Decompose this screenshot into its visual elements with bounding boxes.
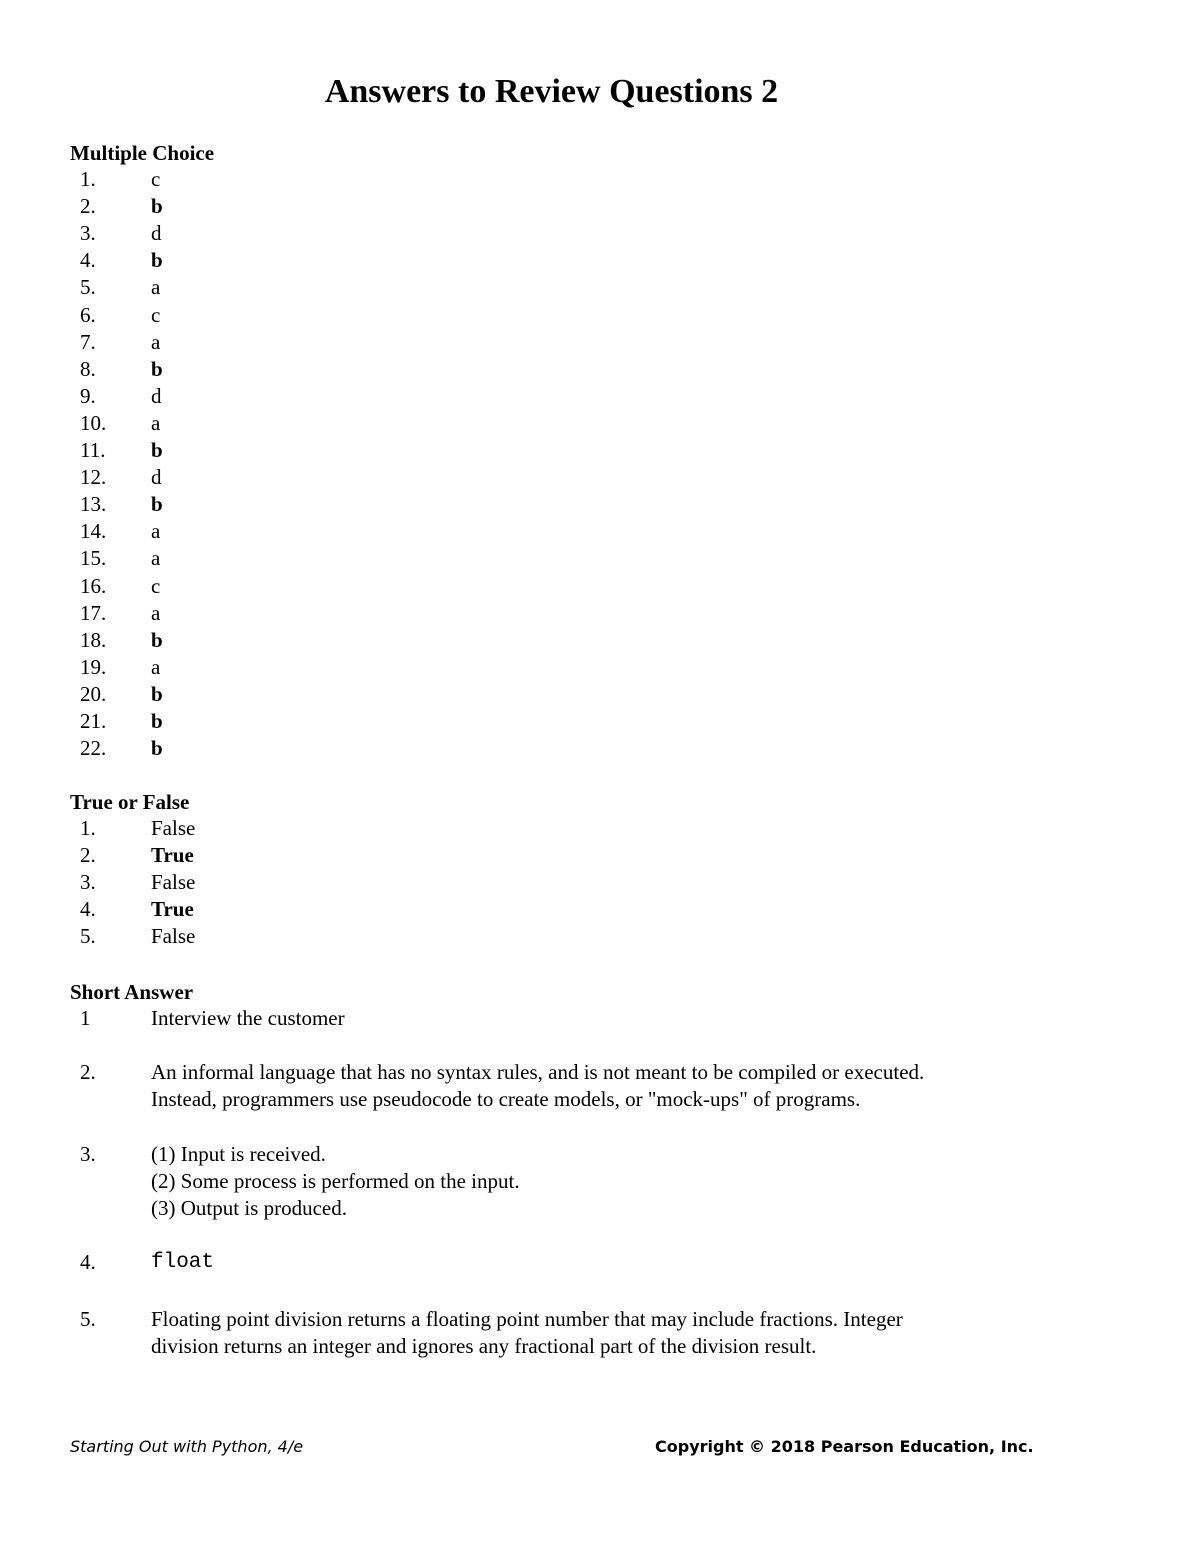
code-answer: float (151, 1251, 215, 1274)
item-number: 3. (80, 870, 96, 895)
answer-line: (3) Output is produced. (151, 1196, 347, 1220)
item-number: 21. (80, 709, 107, 733)
short-answer-heading: Short Answer (70, 980, 194, 1004)
item-answer: False (151, 816, 196, 840)
item-answer: False (151, 870, 196, 895)
item-number: 19. (80, 654, 107, 679)
item-number: 2. (80, 843, 96, 868)
item-answer: a (151, 275, 161, 300)
item-number: 18. (80, 627, 107, 652)
page-title: Answers to Review Questions 2 (324, 73, 779, 110)
item-number: 12. (80, 465, 107, 490)
item-answer: c (151, 167, 161, 191)
true-false-heading: True or False (70, 790, 190, 814)
item-number: 13. (80, 492, 107, 517)
item-number: 4. (80, 248, 96, 273)
item-answer: a (151, 654, 161, 679)
item-answer: a (151, 600, 161, 625)
item-number: 9. (80, 383, 96, 408)
item-answer: c (151, 573, 161, 598)
item-answer: False (151, 924, 196, 949)
item-number: 2. (80, 194, 96, 219)
footer-book-title: Starting Out with Python, 4/e (70, 1437, 304, 1456)
item-number: 4. (80, 897, 96, 922)
item-number: 22. (80, 736, 107, 761)
item-answer: d (151, 383, 162, 408)
item-answer: True (151, 843, 194, 868)
answer-line: Instead, programmers use pseudocode to create models, or "mock-ups" of programs. (151, 1087, 861, 1111)
answer-line: An informal language that has no syntax rules, and is not meant to be compiled or executed. (151, 1060, 925, 1084)
item-number: 3. (80, 1142, 96, 1166)
item-number: 1. (80, 816, 96, 840)
item-answer: b (151, 681, 163, 706)
item-answer: a (151, 546, 161, 571)
item-answer: a (151, 410, 161, 435)
item-number: 5. (80, 275, 96, 300)
item-answer: b (151, 194, 163, 219)
item-number: 3. (80, 221, 96, 246)
item-number: 20. (80, 681, 107, 706)
item-number: 15. (80, 546, 107, 571)
item-answer: c (151, 302, 161, 327)
answer-line: Floating point division returns a floating point number that may include fractions. Integer (151, 1307, 903, 1331)
item-answer: b (151, 438, 163, 462)
item-number: 5. (80, 1307, 96, 1331)
item-number: 8. (80, 356, 96, 381)
answer-line: Interview the customer (151, 1006, 345, 1030)
item-number: 17. (80, 600, 107, 625)
item-answer: d (151, 221, 162, 246)
footer-copyright: Copyright © 2018 Pearson Education, Inc. (655, 1437, 1034, 1456)
item-number: 10. (80, 410, 107, 435)
item-number: 1. (80, 167, 96, 191)
item-answer: d (151, 465, 162, 490)
item-answer: a (151, 329, 161, 354)
item-number: 6. (80, 302, 96, 327)
item-answer: True (151, 897, 194, 922)
multiple-choice-heading: Multiple Choice (70, 141, 215, 165)
item-answer: b (151, 627, 163, 652)
item-number: 14. (80, 519, 107, 544)
item-number: 1 (80, 1006, 91, 1030)
item-number: 5. (80, 924, 96, 949)
item-answer: b (151, 248, 163, 273)
answer-line: (2) Some process is performed on the input. (151, 1169, 520, 1193)
item-answer: b (151, 709, 163, 733)
item-answer: b (151, 736, 163, 761)
item-number: 7. (80, 329, 96, 354)
item-answer: a (151, 519, 161, 544)
item-number: 2. (80, 1060, 96, 1084)
answer-line: (1) Input is received. (151, 1142, 326, 1166)
answer-line: division returns an integer and ignores any fractional part of the division result. (151, 1334, 817, 1358)
item-number: 11. (80, 438, 106, 462)
item-answer: b (151, 492, 163, 517)
item-number: 16. (80, 573, 107, 598)
item-answer: b (151, 356, 163, 381)
item-number: 4. (80, 1250, 96, 1274)
